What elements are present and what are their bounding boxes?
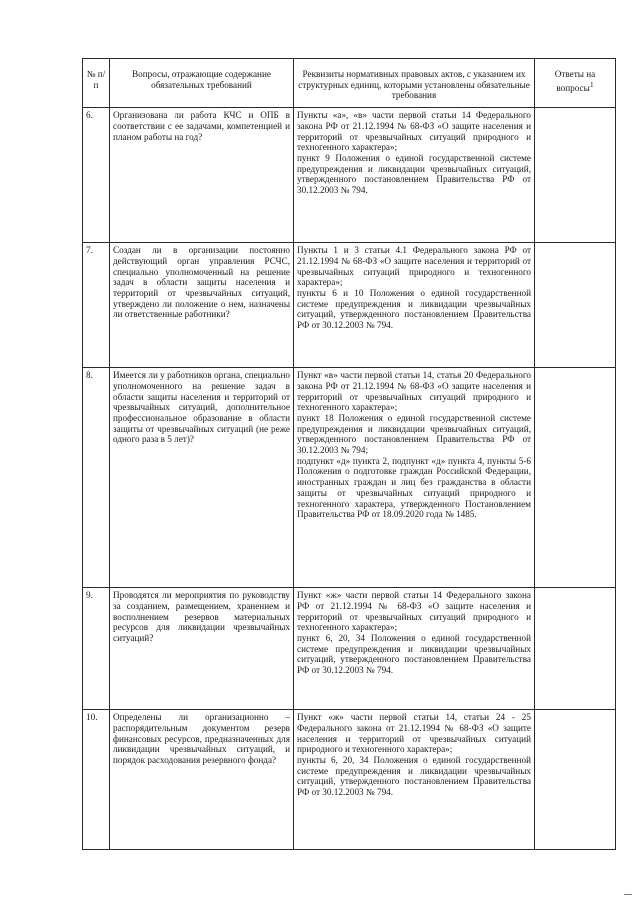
reference-paragraph: Пункты 1 и 3 статьи 4.1 Федерального закона РФ от 21.12.1994 № 68-ФЗ «О защите населения и территорий от чрезвычайных ситуаций природного и техногенного характера»; [297,245,531,288]
header-question: Вопросы, отражающие содержание обязательных требований [110,59,294,108]
row-question: Организована ли работа КЧС и ОПБ в соответствии с ее задачами, компетенцией и планом работы на год? [110,108,294,243]
scan-mark [624,894,632,895]
header-num: № п/п [83,59,110,108]
table-body [83,108,616,850]
reference-paragraph: пункты 6, 20, 34 Положения о единой государственной системе предупреждения и ликвидации чрезвычайных ситуаций, утвержденного постановлением Правительства РФ от 30.12.2003 № 794. [297,754,531,798]
header-answer-footnote: 1 [589,79,594,89]
reference-paragraph: Пункт «ж» части первой статьи 14 Федерального закона РФ от 21.12.1994 № 68-ФЗ «О защите населения и территорий от чрезвычайных ситуаций природного и техногенного характера»; [297,590,531,633]
table-header-row [83,59,616,108]
reference-paragraph: пункт 9 Положения о единой государственной системе предупреждения и ликвидации чрезвычайных ситуаций, утвержденного постановлением Правительства РФ от 30.12.2003 № 794. [297,152,531,196]
row-reference [294,368,535,588]
reference-paragraph: пункт 18 Положения о единой государственной системе предупреждения и ликвидации чрезвычайных ситуаций, утвержденного постановлением Правительства РФ от 30.12.2003 № 794; [297,412,531,456]
reference-paragraph: Пункт «в» части первой статьи 14, статья 20 Федерального закона РФ от 21.12.1994 № 68-ФЗ «О защите населения и территорий от чрезвычайных ситуаций природного и техногенного характера»; [297,370,531,413]
row-reference [294,108,535,243]
row-question: Проводятся ли мероприятия по руководству за созданием, размещением, хранением и восполнением резервов материальных ресурсов для ликвидации чрезвычайных ситуаций? [110,588,294,710]
row-answer [535,108,616,243]
row-reference [294,243,535,368]
reference-paragraph: пункт 6, 20, 34 Положения о единой государственной системе предупреждения и ликвидации чрезвычайных ситуаций, утвержденного постановлением Правительства РФ от 30.12.2003 № 794. [297,632,531,676]
row-question: Определены ли организационно – распорядительным документом резерв финансовых ресурсов, предназначенных для ликвидации чрезвычайных ситуаций, и порядок расходования резервного фонда? [110,710,294,850]
row-answer [535,588,616,710]
reference-paragraph: Пункт «ж» части первой статьи 14, статьи 24 - 25 Федерального закона от 21.12.1994 № 68-ФЗ «О защите населения и территорий от чрезвычайных ситуаций природного и техногенного характера»; [297,712,531,755]
table-row [83,588,616,710]
row-question: Создан ли в организации постоянно действующий орган управления РСЧС, специально уполномоченный на решение задач в области защиты населения и территорий от чрезвычайных ситуаций, утверждено ли положение о нем, назначены ли ответственные работники? [110,243,294,368]
table-row [83,710,616,850]
table-row [83,368,616,588]
row-number: 7. [83,243,110,368]
header-reference: Реквизиты нормативных правовых актов, с указанием их структурных единиц, которыми установлены обязательные требования [294,59,535,108]
reference-paragraph: подпункт «д» пункта 2, подпункт «д» пункта 4, пункты 5-6 Положения о подготовке граждан Российской Федерации, иностранных граждан и лиц без гражданства в области защиты от чрезвычайных ситуаций природного и техногенного характера, утвержденного Постановлением Правительства РФ от 18.09.2020 года № 1485. [297,455,531,520]
row-reference [294,710,535,850]
row-answer [535,368,616,588]
row-reference [294,588,535,710]
table-row [83,108,616,243]
table-row [83,243,616,368]
row-number: 10. [83,710,110,850]
header-answer [535,59,616,108]
requirements-table [82,58,616,850]
row-number: 6. [83,108,110,243]
reference-paragraph: Пункты «а», «в» части первой статьи 14 Федерального закона РФ от 21.12.1994 № 68-ФЗ «О защите населения и территорий от чрезвычайных ситуаций природного и техногенного характера»; [297,110,531,153]
row-answer [535,710,616,850]
row-question: Имеется ли у работников органа, специально уполномоченного на решение задач в области защиты населения и территорий от чрезвычайных ситуаций, дополнительное профессиональное образование в области защиты от чрезвычайных ситуаций (не реже одного раза в 5 лет)? [110,368,294,588]
row-number: 9. [83,588,110,710]
header-answer-text: Ответы на вопросы [554,69,596,93]
reference-paragraph: пункты 6 и 10 Положения о единой государственной системе предупреждения и ликвидации чрезвычайных ситуаций, утвержденного постановлением Правительства РФ от 30.12.2003 № 794. [297,287,531,331]
row-number: 8. [83,368,110,588]
row-answer [535,243,616,368]
